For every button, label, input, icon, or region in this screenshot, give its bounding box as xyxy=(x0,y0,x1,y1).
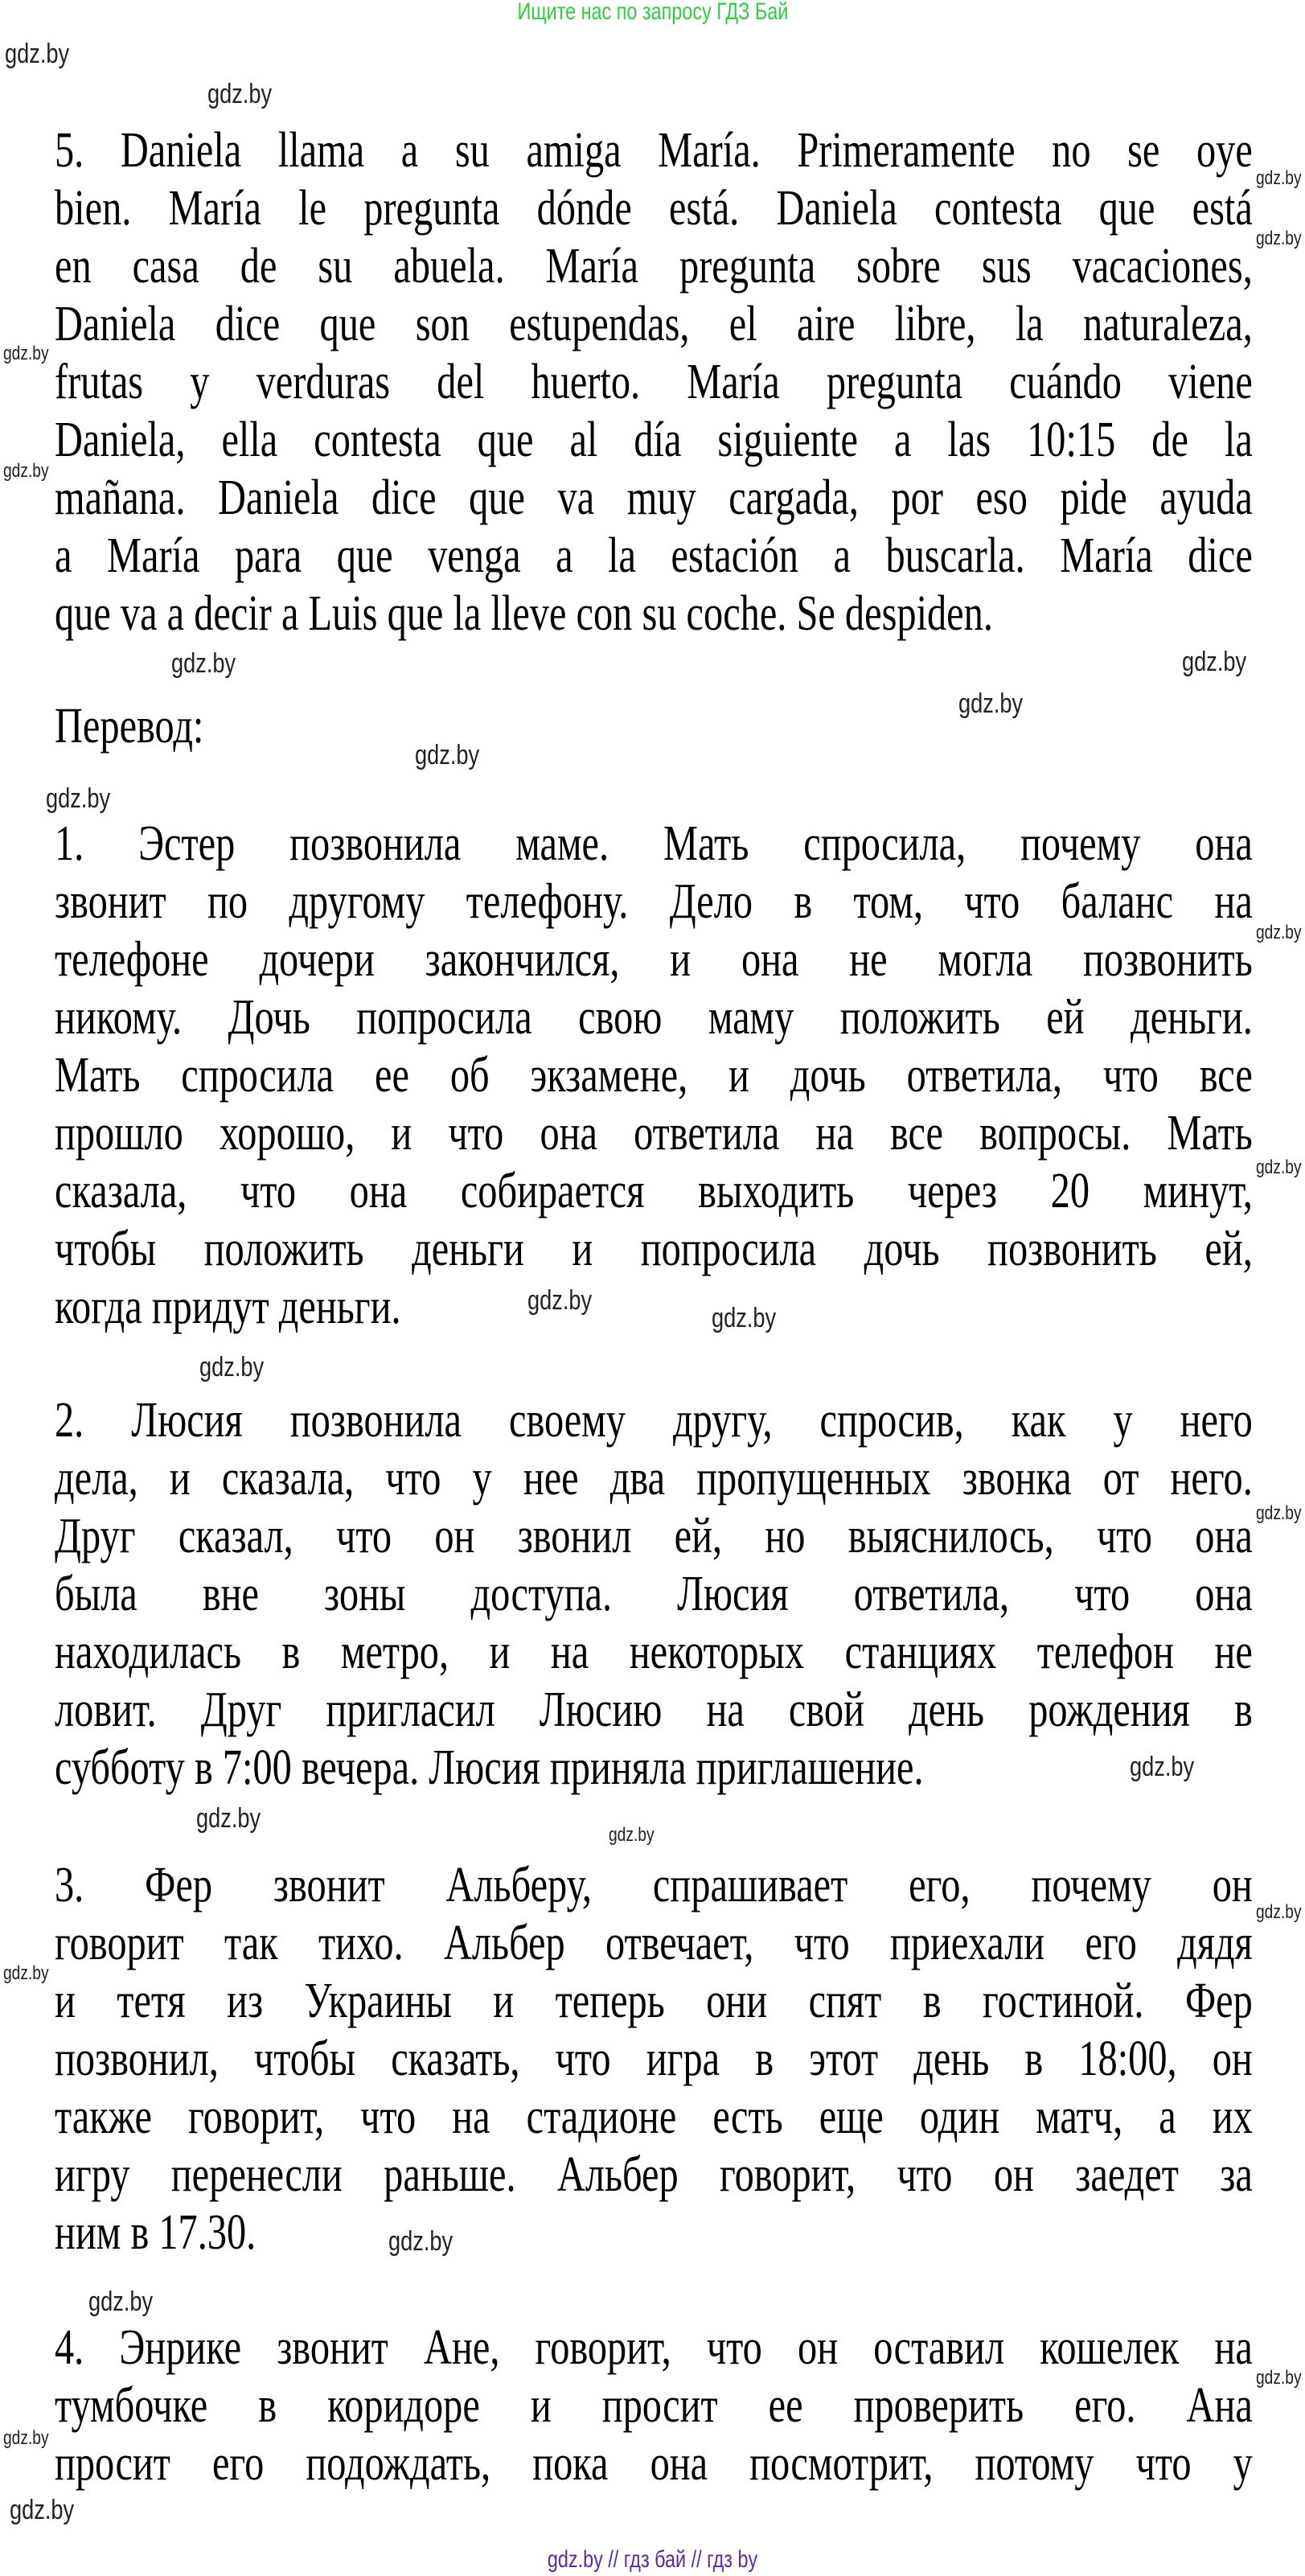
watermark: gdz.by xyxy=(958,688,1024,719)
watermark: gdz.by xyxy=(1256,922,1302,943)
text-line: que va a decir a Luis que la lleve con su coche. Se despiden. xyxy=(55,586,993,641)
text-line: звонит по другому телефону. Дело в том, что баланс на xyxy=(55,874,1253,929)
text-line: a María para que venga a la estación a buscarla. María dice xyxy=(55,528,1253,583)
text-line: была вне зоны доступа. Люсия ответила, что она xyxy=(55,1567,1253,1621)
watermark: gdz.by xyxy=(88,2286,154,2317)
watermark: gdz.by xyxy=(1256,228,1302,249)
search-banner[interactable] xyxy=(0,0,1305,24)
watermark: gdz.by xyxy=(3,2427,49,2449)
text-line: Друг сказал, что он звонил ей, но выяснилось, что она xyxy=(55,1509,1253,1563)
footer-text: gdz.by // гдз бай // гдз by xyxy=(547,2546,758,2573)
watermark: gdz.by xyxy=(388,2226,453,2257)
watermark: gdz.by xyxy=(5,39,70,69)
watermark: gdz.by xyxy=(46,783,111,814)
watermark: gdz.by xyxy=(1182,647,1247,677)
text-line: en casa de su abuela. María pregunta sobre sus vacaciones, xyxy=(55,239,1253,294)
watermark: gdz.by xyxy=(3,460,49,482)
banner-text: Ищите нас по запросу ГДЗ Бай xyxy=(517,0,788,25)
text-line: также говорит, что на стадионе есть еще один матч, а их xyxy=(55,2089,1253,2144)
watermark: gdz.by xyxy=(712,1303,777,1333)
text-line: игру перенесли раньше. Альбер говорит, что он заедет за xyxy=(55,2147,1253,2202)
text-line: дела, и сказала, что у нее два пропущенных звонка от него. xyxy=(55,1451,1253,1506)
watermark: gdz.by xyxy=(3,343,49,364)
text-line: Мать спросила ее об экзамене, и дочь ответила, что все xyxy=(55,1048,1253,1103)
watermark: gdz.by xyxy=(199,1352,265,1382)
text-line: bien. María le pregunta dónde está. Daniela contesta que está xyxy=(55,181,1253,236)
translation-heading: Перевод: xyxy=(55,699,204,754)
text-line: чтобы положить деньги и попросила дочь позвонить ей, xyxy=(55,1222,1253,1276)
footer-links[interactable] xyxy=(0,2548,1305,2572)
text-line: говорит так тихо. Альбер отвечает, что приехали его дядя xyxy=(55,1916,1253,1970)
text-line: 1. Эстер позвонила маме. Мать спросила, почему она xyxy=(55,816,1253,871)
watermark: gdz.by xyxy=(609,1824,655,1846)
watermark: gdz.by xyxy=(1256,1901,1302,1923)
text-line: находилась в метро, и на некоторых станциях телефон не xyxy=(55,1625,1253,1679)
watermark: gdz.by xyxy=(1256,1502,1302,1524)
watermark: gdz.by xyxy=(1256,2367,1302,2389)
paragraph-3-translation xyxy=(55,1856,1305,2262)
text-line: ним в 17.30. xyxy=(55,2205,256,2260)
text-line: субботу в 7:00 вечера. Люсия приняла приглашение. xyxy=(55,1740,924,1795)
text-line: 4. Энрике звонит Ане, говорит, что он оставил кошелек на xyxy=(55,2320,1253,2375)
text-line: прошло хорошо, и что она ответила на все вопросы. Мать xyxy=(55,1106,1253,1161)
text-line: тумбочке в коридоре и просит ее проверить его. Ана xyxy=(55,2378,1253,2433)
text-line: mañana. Daniela dice que va muy cargada, por eso pide ayuda xyxy=(55,470,1253,525)
watermark: gdz.by xyxy=(1256,1157,1302,1178)
text-line: просит его подождать, пока она посмотрит, потому что у xyxy=(55,2436,1253,2491)
watermark: gdz.by xyxy=(1256,167,1302,189)
text-line: никому. Дочь попросила свою маму положить ей деньги. xyxy=(55,990,1253,1045)
text-line: 3. Фер звонит Альберу, спрашивает его, почему он xyxy=(55,1858,1253,1912)
watermark: gdz.by xyxy=(1130,1752,1195,1782)
watermark: gdz.by xyxy=(171,648,236,679)
watermark: gdz.by xyxy=(415,740,480,770)
text-line: сказала, что она собирается выходить через 20 минут, xyxy=(55,1164,1253,1218)
text-line: 2. Люсия позвонила своему другу, спросив, как у него xyxy=(55,1393,1253,1448)
text-line: позвонил, чтобы сказать, что игра в этот день в 18:00, он xyxy=(55,2032,1253,2086)
text-line: когда придут деньги. xyxy=(55,1280,401,1334)
text-line: и тетя из Украины и теперь они спят в гостиной. Фер xyxy=(55,1974,1253,2028)
watermark: gdz.by xyxy=(3,1962,49,1984)
paragraph-1-translation xyxy=(55,815,1305,1336)
text-line: телефоне дочери закончился, и она не могла позвонить xyxy=(55,932,1253,987)
watermark: gdz.by xyxy=(10,2495,75,2525)
text-line: 5. Daniela llama a su amiga María. Primeramente no se oye xyxy=(55,123,1253,178)
watermark: gdz.by xyxy=(527,1285,593,1316)
text-line: Daniela, ella contesta que al día siguiente a las 10:15 de la xyxy=(55,413,1253,467)
paragraph-5-spanish xyxy=(55,121,1305,643)
paragraph-4-translation xyxy=(55,2319,1305,2492)
paragraph-2-translation xyxy=(55,1391,1305,1797)
text-line: Daniela dice que son estupendas, el aire libre, la naturaleza, xyxy=(55,297,1253,351)
watermark: gdz.by xyxy=(207,79,273,109)
text-line: ловит. Друг пригласил Люсию на свой день рождения в xyxy=(55,1682,1253,1737)
text-line: frutas y verduras del huerto. María pregunta cuándo viene xyxy=(55,355,1253,409)
watermark: gdz.by xyxy=(196,1803,261,1834)
